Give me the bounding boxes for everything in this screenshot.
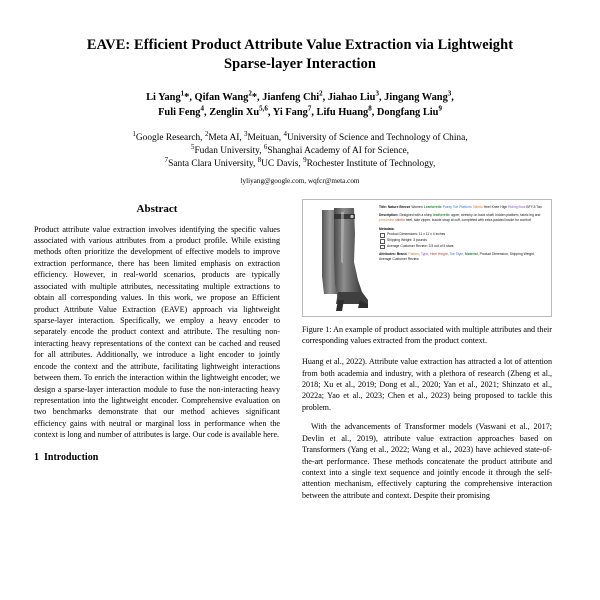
product-info-panel bbox=[379, 204, 547, 312]
checkbox-icon bbox=[380, 245, 385, 250]
product-title-kneehigh: Knee High bbox=[491, 204, 508, 209]
right-column-body bbox=[302, 356, 552, 501]
list-item: Product Dimensions: 11 x 11 x 4 inches bbox=[379, 232, 547, 237]
attribute-type: Type bbox=[420, 252, 429, 257]
list-item: Shipping Weight: 3 pounds bbox=[379, 238, 547, 243]
figure-caption: Figure 1: An example of product associated with multiple attributes and their corresponding values extracted from the product context. bbox=[302, 324, 552, 345]
attribute-toe-style: Toe Style bbox=[449, 252, 464, 257]
product-description-block bbox=[379, 213, 547, 223]
affiliation-line-3: $^7$Santa Clara University, $^8$UC Davis, $^9$Rochester Institute of Technology, bbox=[164, 156, 436, 170]
attribute-heel-height: Heel Height bbox=[430, 252, 448, 257]
product-attributes-block: Attributes: Brand, Pattern, Type, Heel Height, Toe Style, Material, Product Dimension, Shipping Weight, Average Customer Review bbox=[379, 252, 535, 262]
product-metadata-list bbox=[379, 232, 547, 249]
attribute-avg-review: Average Customer Review bbox=[379, 257, 419, 262]
product-metadata-label: Metadata: bbox=[379, 226, 395, 231]
product-description-text-2: upper, stretchy on back shaft, hidden platform, fabric leg and bbox=[450, 213, 541, 218]
section-heading-introduction: 1 Introduction bbox=[34, 451, 99, 463]
product-title-block bbox=[379, 205, 547, 210]
author-line-1: Li Yang$^1$*, Qifan Wang$^2$*, Jianfeng Chi$^2$, Jiahao Liu$^3$, Jingang Wang$^3$, bbox=[146, 89, 454, 103]
attribute-product-dimension: Product Dimension bbox=[479, 252, 508, 257]
affiliation-line-2: $^5$Fudan University, $^6$Shanghai Academy of AI for Science, bbox=[190, 143, 410, 157]
contact-emails: lyliyang@google.com, wqfcr@meta.com bbox=[240, 176, 360, 185]
product-title-label: Title: bbox=[379, 204, 387, 209]
checkbox-icon bbox=[380, 233, 385, 238]
list-item: Average Customer Review: 3.5 out of 5 stars bbox=[379, 244, 547, 249]
product-title-brand: Nature Breeze bbox=[387, 204, 411, 209]
product-title-women: Women bbox=[411, 204, 423, 209]
boot-illustration bbox=[308, 204, 374, 312]
attribute-pattern: Pattern bbox=[408, 252, 420, 257]
author-list bbox=[34, 91, 566, 120]
attribute-brand: Brand bbox=[396, 252, 407, 257]
checkbox-icon bbox=[380, 239, 385, 244]
right-column bbox=[302, 199, 552, 502]
product-description-text-1: Designed with a shiny bbox=[399, 213, 432, 218]
product-title-type: Riding Boot bbox=[508, 204, 526, 209]
paragraph-1: Huang et al., 2022). Attribute value extraction has attracted a lot of attention from both academia and industry, with a plethora of research (Zheng et al., 2018; Xu et al., 2019; Dong et al., 2020; Yan et al., 2021; Shinzato et al., 2022a; Yao et al., 2023; Chen et al., 2023) being proposed to tackle this problem. bbox=[302, 357, 552, 412]
product-title-stiletto: Stiletto bbox=[472, 204, 483, 209]
product-title-heel: Heel bbox=[483, 204, 491, 209]
attribute-material: Material bbox=[465, 252, 478, 257]
product-description-pattern: print inline bbox=[379, 218, 395, 223]
author-line-2: Fuli Feng$^4$, Zenglin Xu$^{5,6}$, Yi Fang$^7$, Lifu Huang$^8$, Dongfang Liu$^9$ bbox=[158, 104, 442, 118]
product-title-color: Tan bbox=[536, 204, 542, 209]
paragraph-2: With the advancements of Transformer models (Vaswani et al., 2017; Devlin et al., 2019), attribute value extraction approaches based on Transformers (Yang et al., 2022; Wang et al., 2023) have achieved state-of-the-art performance. These methods concatenate the product attribute and context into a single text sequence and jointly encode it through the self-attention mechanism, effectively capturing the comprehensive interaction between the attribute and context. Despite their promising bbox=[302, 422, 552, 500]
figure-1 bbox=[302, 199, 552, 317]
page-title: EAVE: Efficient Product Attribute Value Extraction via Lightweight Sparse-layer Interaction bbox=[86, 37, 514, 72]
product-description-label: Description: bbox=[379, 213, 399, 218]
left-column bbox=[34, 199, 280, 502]
product-title-platform: Platform bbox=[459, 204, 472, 209]
product-image bbox=[308, 204, 374, 312]
body-columns bbox=[34, 199, 566, 502]
product-title-material: Leatherette bbox=[423, 204, 442, 209]
product-metadata-block bbox=[379, 227, 547, 249]
product-description-text-4: heel, side zipper, buckle strap at cuff, completed with extra padded insole for comfort bbox=[405, 218, 532, 223]
abstract-heading: Abstract bbox=[136, 202, 178, 215]
affiliation-line-1: $^1$Google Research, $^2$Meta AI, $^3$Meituan, $^4$University of Science and Technology of China, bbox=[132, 129, 468, 143]
product-description-material: leatherette bbox=[432, 213, 450, 218]
product-title-toe: Pointy Toe bbox=[442, 204, 459, 209]
product-attributes-label: Attributes: bbox=[379, 252, 396, 257]
affiliation-list bbox=[34, 129, 566, 172]
product-title-sku: BFY-5 bbox=[526, 204, 536, 209]
abstract-paragraph: Product attribute value extraction involves identifying the specific values associated with various attributes from a product profile. While existing methods often prioritize the development of effective models to improve extraction performance, there has been limited emphasis on extraction efficiency. However, in real-world scenarios, products are typically associated with multiple attributes, necessitating multiple extractions to obtain all corresponding values. In this work, we propose an Efficient product Attribute Value Extraction (EAVE) approach via lightweight sparse-layer interaction. Specifically, we employ a heavy encoder to separately encode the product context and attribute. The resulting non-interacting heavy representations of the context can be cached and reused for all attributes. Additionally, we introduce a light encoder to jointly encode the context and the attribute, facilitating lightweight interactions between them. To enrich the interaction within the lightweight encoder, we design a sparse-layer interaction module to fuse the non-interacting heavy representation into the lightweight encoder. Comprehensive evaluation on two benchmarks demonstrate that our method achieves significant efficiency gains with neutral or marginal loss in performance when the context is long and number of attributes is large. Our code is available here. bbox=[34, 224, 280, 440]
attribute-shipping-weight: Shipping Weight bbox=[509, 252, 534, 257]
product-description-heel: stiletto bbox=[395, 218, 405, 223]
abstract-body bbox=[34, 224, 280, 441]
